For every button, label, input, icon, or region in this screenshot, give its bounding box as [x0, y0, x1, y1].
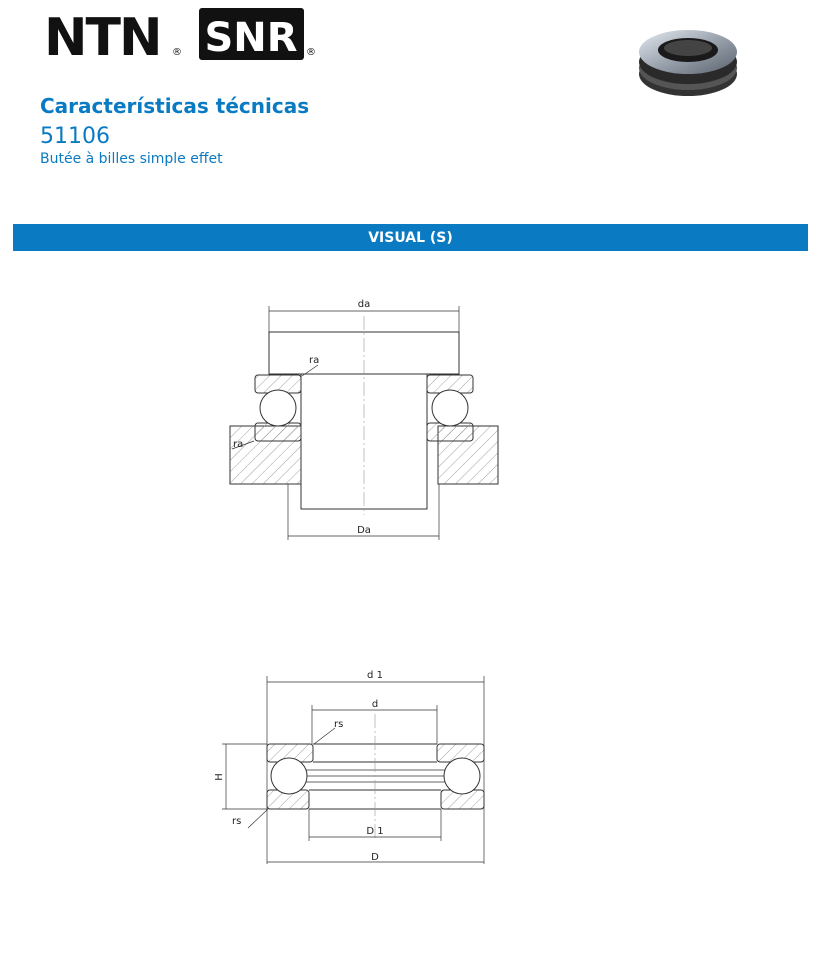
dim-label-rs: rs — [334, 719, 344, 730]
dim-label-da: da — [357, 299, 371, 310]
registered-mark-icon: ® — [306, 47, 316, 58]
dim-label-D: D — [371, 852, 379, 863]
ntn-logo: NTN — [44, 8, 161, 64]
dim-label-D1: D 1 — [366, 826, 384, 837]
registered-mark-icon: ® — [172, 47, 182, 58]
dim-label-rs: rs — [232, 816, 242, 827]
bearing-drawing — [0, 600, 830, 890]
dim-label-d1: d 1 — [367, 670, 383, 681]
page-title: Características técnicas — [40, 94, 310, 118]
dim-label-ra: ra — [309, 355, 320, 366]
snr-logo: SNR — [204, 15, 298, 61]
dim-label-Da: Da — [357, 525, 371, 536]
product-reference: 51106 — [40, 124, 110, 149]
section-header: VISUAL (S) — [13, 224, 808, 251]
dim-label-d: d — [371, 699, 379, 710]
dim-label-H: H — [214, 773, 225, 781]
product-description: Butée à billes simple effet — [40, 151, 223, 167]
dim-label-ra: ra — [233, 439, 244, 450]
